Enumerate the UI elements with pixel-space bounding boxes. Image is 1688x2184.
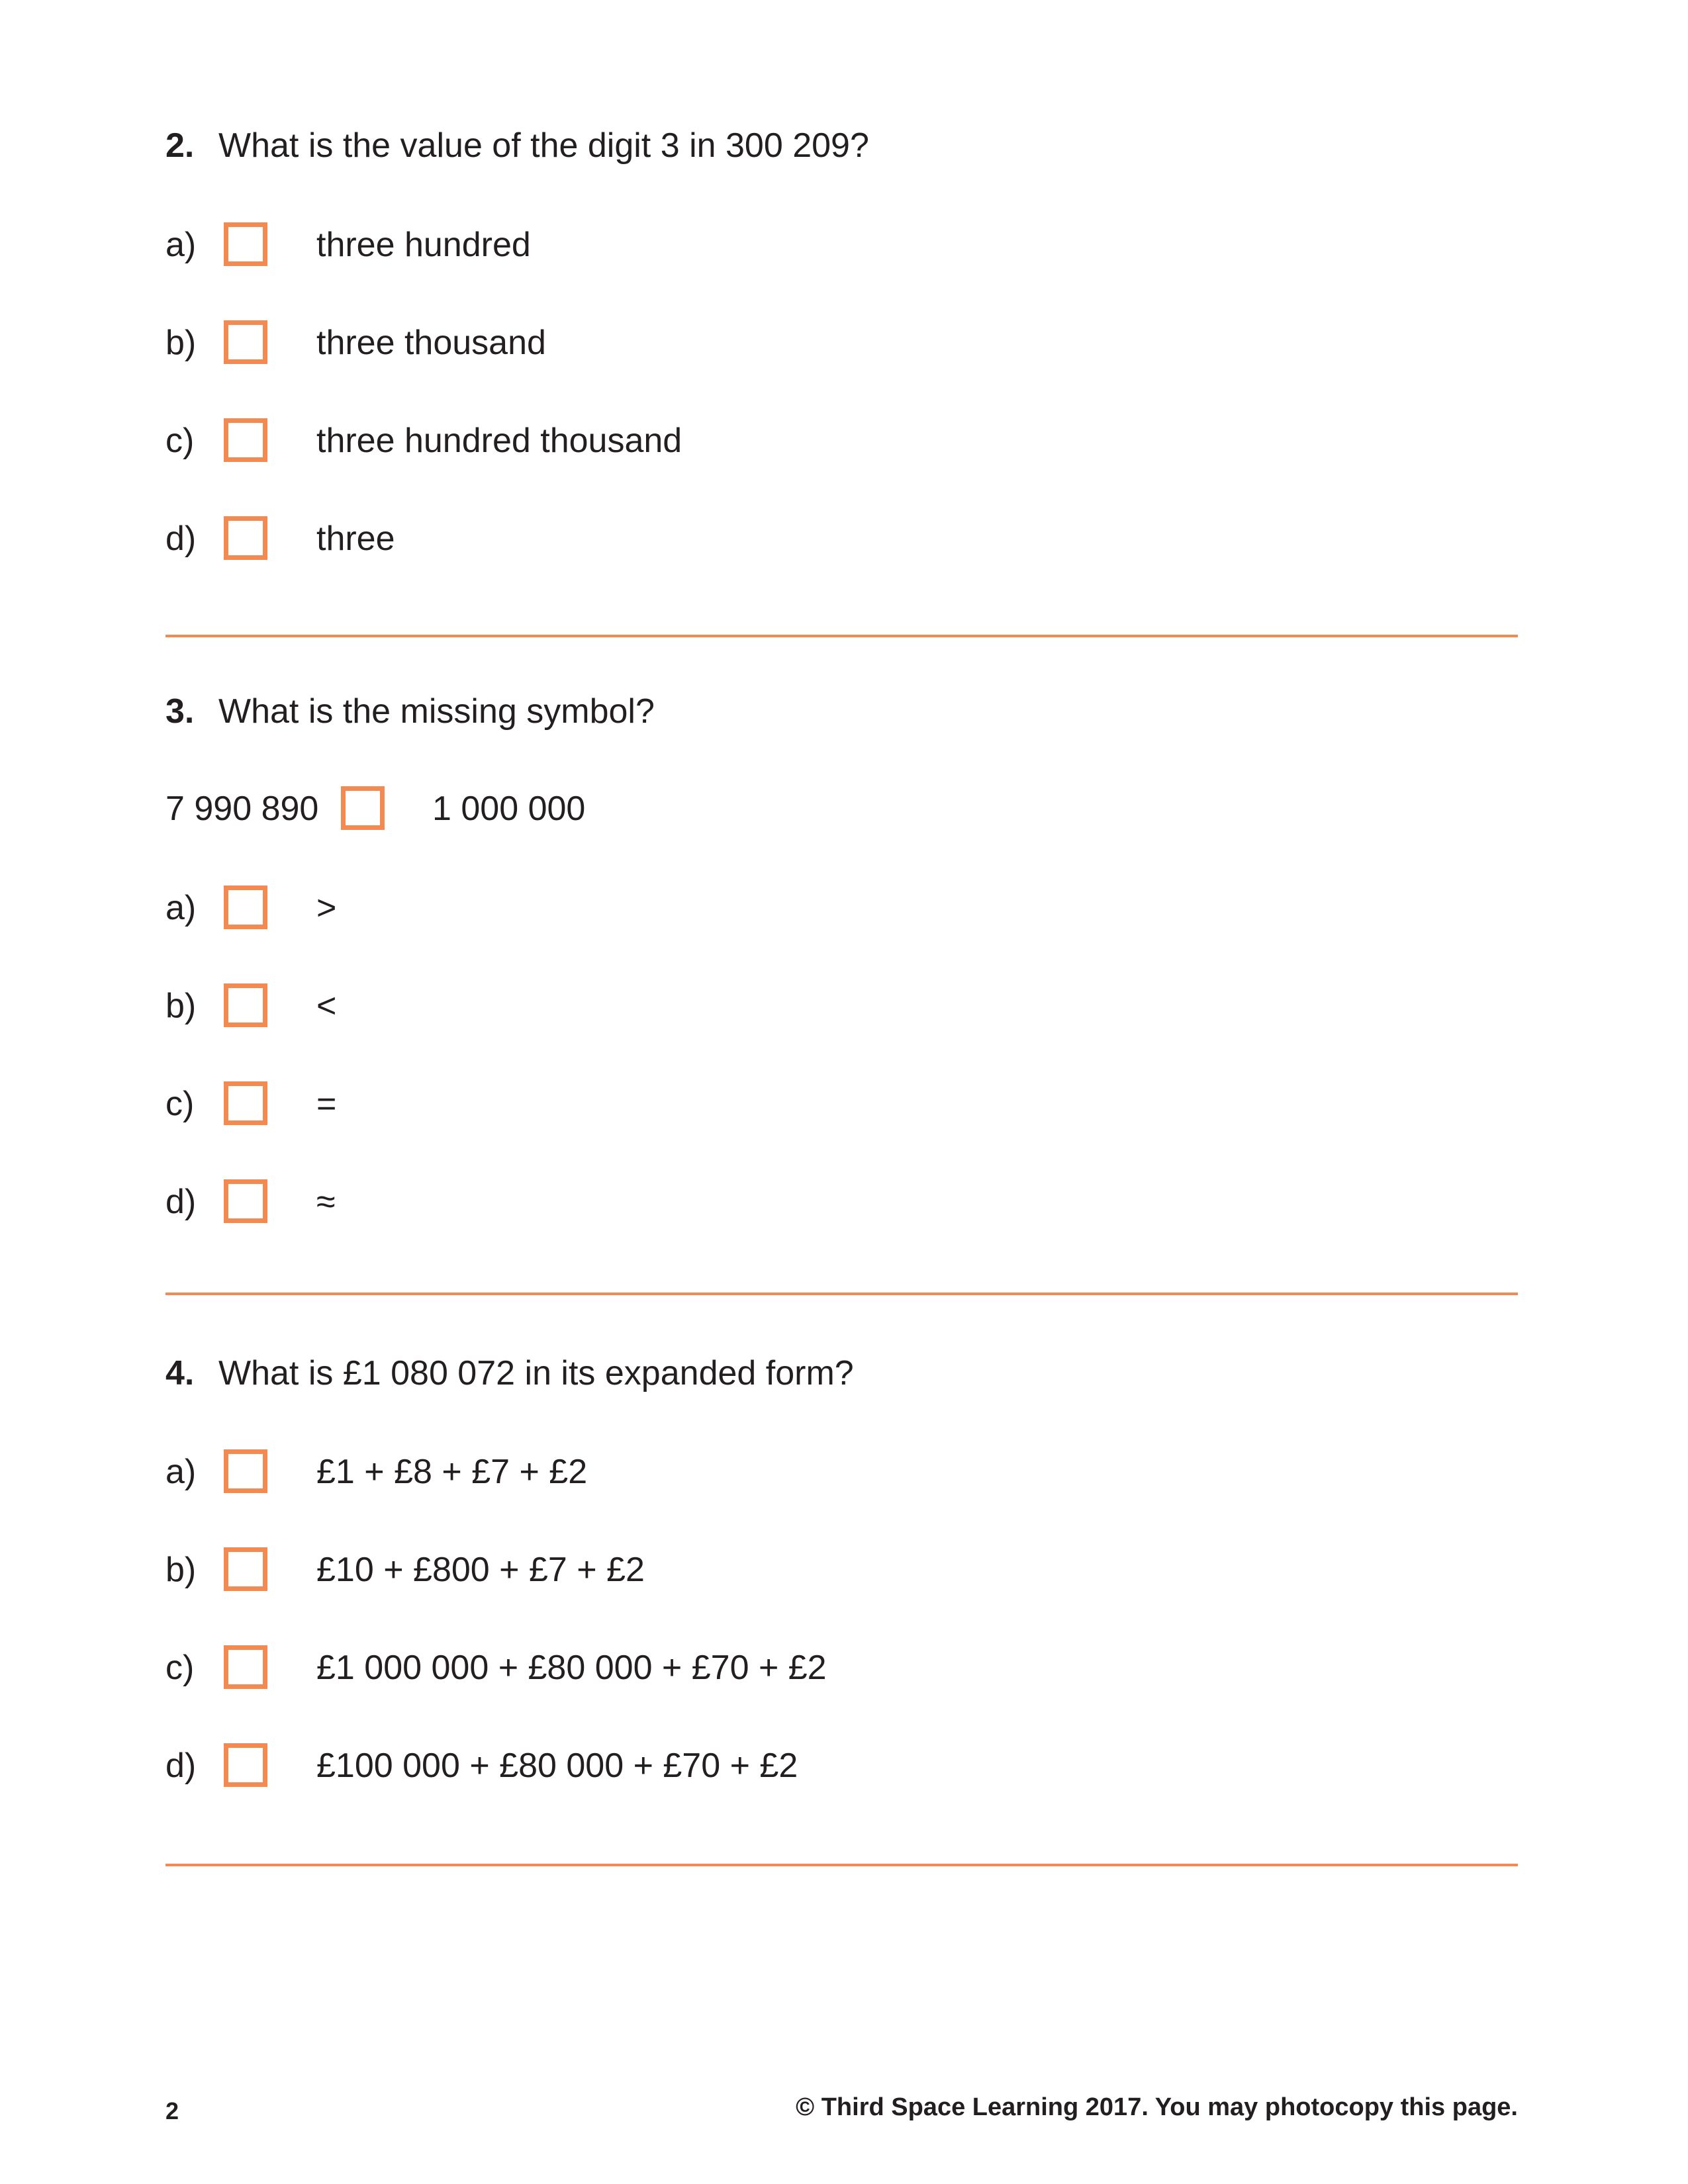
copyright-notice: © Third Space Learning 2017. You may photocopy this page. — [796, 2093, 1518, 2121]
question-text: What is the missing symbol? — [218, 692, 655, 731]
question-text: What is the value of the digit 3 in 300 209? — [218, 126, 869, 165]
answer-checkbox[interactable] — [224, 1081, 267, 1125]
option-text: three thousand — [316, 324, 546, 362]
option-letter: d) — [165, 1183, 197, 1221]
missing-symbol-box[interactable] — [341, 786, 385, 830]
option-text: £100 000 + £80 000 + £70 + £2 — [316, 1747, 798, 1785]
option-letter: c) — [165, 1649, 195, 1687]
option-letter: b) — [165, 987, 197, 1025]
option-text: three hundred — [316, 226, 531, 264]
answer-checkbox[interactable] — [224, 983, 267, 1027]
option-text: ≈ — [316, 1183, 336, 1221]
question-3-title — [165, 692, 655, 731]
option-letter: c) — [165, 1085, 195, 1123]
answer-checkbox[interactable] — [224, 1179, 267, 1223]
question-number: 4. — [165, 1354, 195, 1392]
option-letter: b) — [165, 324, 197, 362]
option-text: > — [316, 889, 337, 927]
option-letter: b) — [165, 1551, 197, 1589]
page-number: 2 — [165, 2097, 179, 2124]
option-letter: c) — [165, 422, 195, 460]
option-text: £10 + £800 + £7 + £2 — [316, 1551, 645, 1589]
question-number: 2. — [165, 126, 195, 165]
option-text: = — [316, 1085, 337, 1123]
section-divider — [165, 1293, 1518, 1295]
option-text: £1 000 000 + £80 000 + £70 + £2 — [316, 1649, 827, 1687]
answer-checkbox[interactable] — [224, 1743, 267, 1787]
answer-checkbox[interactable] — [224, 886, 267, 929]
section-divider — [165, 1864, 1518, 1866]
answer-checkbox[interactable] — [224, 222, 267, 266]
answer-checkbox[interactable] — [224, 320, 267, 364]
answer-checkbox[interactable] — [224, 1449, 267, 1493]
equation-right-value: 1 000 000 — [432, 790, 586, 828]
option-letter: a) — [165, 226, 197, 264]
answer-checkbox[interactable] — [224, 1547, 267, 1591]
question-4-title — [165, 1353, 854, 1393]
question-number: 3. — [165, 692, 195, 731]
question-text: What is £1 080 072 in its expanded form? — [218, 1354, 854, 1392]
answer-checkbox[interactable] — [224, 1645, 267, 1689]
option-text: £1 + £8 + £7 + £2 — [316, 1453, 588, 1491]
equation-left-value: 7 990 890 — [165, 790, 319, 828]
answer-checkbox[interactable] — [224, 516, 267, 560]
question-2-title — [165, 126, 869, 165]
option-text: three hundred thousand — [316, 422, 682, 460]
option-letter: d) — [165, 1747, 197, 1785]
section-divider — [165, 635, 1518, 637]
option-letter: a) — [165, 889, 197, 927]
option-text: three — [316, 520, 395, 558]
answer-checkbox[interactable] — [224, 418, 267, 462]
option-letter: a) — [165, 1453, 197, 1491]
option-text: < — [316, 987, 337, 1025]
option-letter: d) — [165, 520, 197, 558]
